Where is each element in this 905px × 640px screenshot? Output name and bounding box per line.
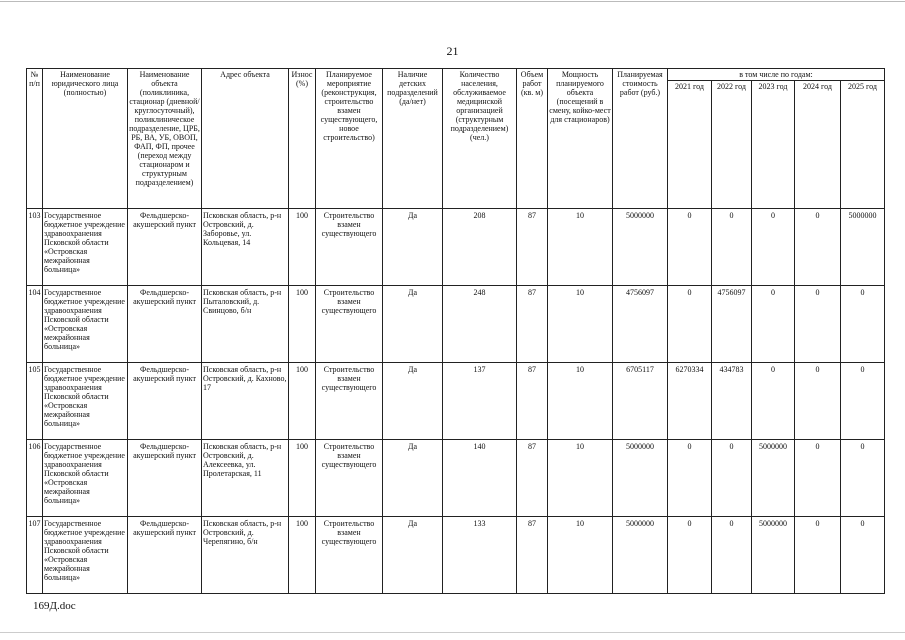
cell-wear: 100 (289, 363, 316, 440)
cell-year-2025: 0 (841, 517, 885, 594)
cell-cost: 5000000 (613, 517, 668, 594)
scan-edge-bottom (0, 632, 905, 633)
cell-year-2023: 0 (752, 363, 795, 440)
col-header-population: Количество населения, обслуживаемое медицинской организацией (структурным подразделением) (чел.) (443, 69, 517, 209)
col-header-2025: 2025 год (841, 81, 885, 209)
cell-year-2024: 0 (795, 363, 841, 440)
cell-org-name: Государственное бюджетное учреждение здравоохранения Псковской области «Островская межрайонная больница» (43, 363, 128, 440)
cell-year-2021: 0 (668, 517, 712, 594)
cell-planned-action: Строительство взамен существующего (316, 517, 383, 594)
cell-address: Псковская область, р-н Островский, д. Алексеевка, ул. Пролетарская, 11 (202, 440, 289, 517)
scan-edge-top (0, 1, 905, 2)
table-header-row (27, 69, 885, 81)
cell-volume: 87 (517, 209, 548, 286)
cell-population: 137 (443, 363, 517, 440)
cell-row-number: 107 (27, 517, 43, 594)
cell-object-name: Фельдшерско-акушерский пункт (128, 286, 202, 363)
table-row (27, 363, 885, 440)
cell-wear: 100 (289, 440, 316, 517)
cell-org-name: Государственное бюджетное учреждение здравоохранения Псковской области «Островская межрайонная больница» (43, 440, 128, 517)
cell-year-2024: 0 (795, 209, 841, 286)
cell-cost: 4756097 (613, 286, 668, 363)
table-body (27, 209, 885, 594)
cell-child-units: Да (383, 363, 443, 440)
cell-year-2025: 0 (841, 363, 885, 440)
cell-object-name: Фельдшерско-акушерский пункт (128, 517, 202, 594)
cell-year-2022: 434783 (712, 363, 752, 440)
cell-wear: 100 (289, 286, 316, 363)
col-header-object: Наименование объекта (поликлиника, стационар (дневной/ круглосуточный), поликлиническое подразделение, ЦРБ, РБ, ВА, УБ, ОВОП, ФАП, ФП, прочее (переход между стационаром и структурным подразделением) (128, 69, 202, 209)
cell-address: Псковская область, р-н Пыталовский, д. Свинцово, б/н (202, 286, 289, 363)
cell-year-2022: 0 (712, 209, 752, 286)
col-header-action: Планируемое мероприятие (реконструкция, строительство взамен существующего, новое строительство) (316, 69, 383, 209)
cell-capacity: 10 (548, 286, 613, 363)
cell-child-units: Да (383, 440, 443, 517)
table-row (27, 286, 885, 363)
cell-year-2024: 0 (795, 440, 841, 517)
cell-capacity: 10 (548, 517, 613, 594)
cell-org-name: Государственное бюджетное учреждение здравоохранения Псковской области «Островская межрайонная больница» (43, 209, 128, 286)
cell-year-2025: 0 (841, 286, 885, 363)
cell-year-2022: 0 (712, 517, 752, 594)
cell-year-2023: 5000000 (752, 440, 795, 517)
cell-wear: 100 (289, 517, 316, 594)
cell-population: 140 (443, 440, 517, 517)
cell-row-number: 103 (27, 209, 43, 286)
cell-year-2023: 5000000 (752, 517, 795, 594)
table-row (27, 440, 885, 517)
cell-object-name: Фельдшерско-акушерский пункт (128, 363, 202, 440)
cell-org-name: Государственное бюджетное учреждение здравоохранения Псковской области «Островская межрайонная больница» (43, 286, 128, 363)
cell-year-2025: 5000000 (841, 209, 885, 286)
cell-cost: 5000000 (613, 440, 668, 517)
cell-cost: 5000000 (613, 209, 668, 286)
col-header-volume: Объем работ (кв. м) (517, 69, 548, 209)
cell-wear: 100 (289, 209, 316, 286)
cell-year-2021: 6270334 (668, 363, 712, 440)
cell-year-2022: 4756097 (712, 286, 752, 363)
col-header-org: Наименование юридического лица (полностью) (43, 69, 128, 209)
cell-year-2023: 0 (752, 286, 795, 363)
col-header-2021: 2021 год (668, 81, 712, 209)
col-header-capacity: Мощность планируемого объекта (посещений в смену, койко-мест для стационаров) (548, 69, 613, 209)
cell-object-name: Фельдшерско-акушерский пункт (128, 209, 202, 286)
cell-year-2025: 0 (841, 440, 885, 517)
cell-year-2023: 0 (752, 209, 795, 286)
cell-address: Псковская область, р-н Островский, д. Заборовье, ул. Кольцевая, 14 (202, 209, 289, 286)
cell-year-2022: 0 (712, 440, 752, 517)
cell-volume: 87 (517, 517, 548, 594)
cell-object-name: Фельдшерско-акушерский пункт (128, 440, 202, 517)
cell-address: Псковская область, р-н Островский, д. Кахново, 17 (202, 363, 289, 440)
col-header-2023: 2023 год (752, 81, 795, 209)
col-header-2022: 2022 год (712, 81, 752, 209)
col-header-wear: Износ (%) (289, 69, 316, 209)
doc-footer: 169Д.doc (33, 600, 76, 612)
cell-row-number: 104 (27, 286, 43, 363)
col-header-cost: Планируемая стоимость работ (руб.) (613, 69, 668, 209)
cell-child-units: Да (383, 286, 443, 363)
cell-child-units: Да (383, 209, 443, 286)
cell-capacity: 10 (548, 209, 613, 286)
cell-volume: 87 (517, 286, 548, 363)
col-header-address: Адрес объекта (202, 69, 289, 209)
cell-population: 208 (443, 209, 517, 286)
cell-planned-action: Строительство взамен существующего (316, 440, 383, 517)
col-header-by-years: в том числе по годам: (668, 69, 885, 81)
cell-year-2021: 0 (668, 209, 712, 286)
cell-capacity: 10 (548, 363, 613, 440)
hospital-objects-table (26, 68, 885, 594)
cell-year-2024: 0 (795, 286, 841, 363)
cell-row-number: 105 (27, 363, 43, 440)
col-header-2024: 2024 год (795, 81, 841, 209)
col-header-child: Наличие детских подразделений (да/нет) (383, 69, 443, 209)
cell-row-number: 106 (27, 440, 43, 517)
cell-population: 133 (443, 517, 517, 594)
page-number: 21 (446, 44, 459, 58)
cell-year-2021: 0 (668, 440, 712, 517)
cell-volume: 87 (517, 363, 548, 440)
cell-population: 248 (443, 286, 517, 363)
col-header-num: № п/п (27, 69, 43, 209)
cell-org-name: Государственное бюджетное учреждение здравоохранения Псковской области «Островская межрайонная больница» (43, 517, 128, 594)
cell-year-2024: 0 (795, 517, 841, 594)
cell-volume: 87 (517, 440, 548, 517)
cell-year-2021: 0 (668, 286, 712, 363)
cell-planned-action: Строительство взамен существующего (316, 209, 383, 286)
cell-child-units: Да (383, 517, 443, 594)
table-row (27, 209, 885, 286)
cell-planned-action: Строительство взамен существующего (316, 363, 383, 440)
table-row (27, 517, 885, 594)
cell-address: Псковская область, р-н Островский, д. Черепягино, б/н (202, 517, 289, 594)
cell-planned-action: Строительство взамен существующего (316, 286, 383, 363)
cell-cost: 6705117 (613, 363, 668, 440)
cell-capacity: 10 (548, 440, 613, 517)
